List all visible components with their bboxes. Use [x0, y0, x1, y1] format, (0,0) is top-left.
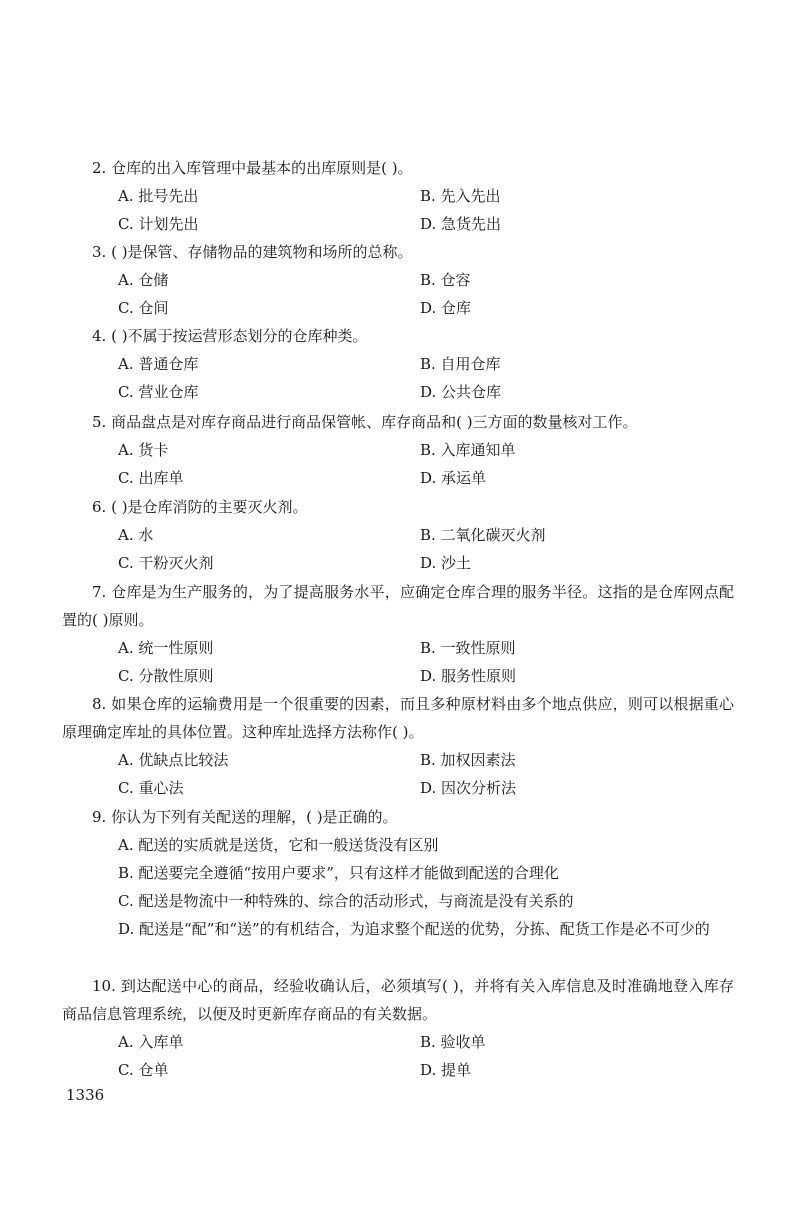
option-c: C. 营业仓库 [118, 383, 199, 401]
option-d: D. 提单 [420, 1061, 472, 1079]
options-grid [62, 746, 734, 802]
question-7 [62, 578, 734, 690]
question-10 [62, 972, 734, 1084]
option-c: C. 干粉灭火剂 [118, 554, 214, 572]
option-c: C. 出库单 [118, 469, 184, 487]
question-5 [62, 408, 734, 492]
option-d: D. 服务性原则 [420, 667, 517, 685]
options-grid [62, 350, 734, 406]
option-c: C. 计划先出 [118, 215, 199, 233]
option-a: A. 优缺点比较法 [118, 751, 229, 769]
page-number: 1336 [66, 1086, 105, 1104]
question-6 [62, 493, 734, 577]
option-a: A. 货卡 [118, 441, 169, 459]
question-stem: 2. 仓库的出入库管理中最基本的出库原则是( )。 [92, 159, 413, 177]
option-b: B. 入库通知单 [420, 441, 516, 459]
option-a: A. 配送的实质就是送货，它和一般送货没有区别 [118, 836, 439, 854]
question-stem: 8. 如果仓库的运输费用是一个很重要的因素，而且多种原材料由多个地点供应，则可以根据重心原理确定库址的具体位置。这种库址选择方法称作( )。 [62, 695, 734, 741]
option-c: C. 仓单 [118, 1061, 169, 1079]
question-8 [62, 690, 734, 802]
option-b: B. 配送要完全遵循“按用户要求”，只有这样才能做到配送的合理化 [118, 864, 559, 882]
option-d: D. 急货先出 [420, 215, 502, 233]
option-b: B. 验收单 [420, 1033, 486, 1051]
question-2 [62, 154, 734, 238]
option-b: B. 一致性原则 [420, 639, 516, 657]
option-d: D. 沙土 [420, 554, 472, 572]
option-d: D. 仓库 [420, 299, 472, 317]
option-b: B. 自用仓库 [420, 355, 501, 373]
option-c: C. 配送是物流中一种特殊的、综合的活动形式，与商流是没有关系的 [118, 892, 574, 910]
option-b: B. 先入先出 [420, 187, 501, 205]
option-a: A. 普通仓库 [118, 355, 199, 373]
question-stem: 6. ( )是仓库消防的主要灭火剂。 [92, 498, 308, 516]
option-b: B. 二氧化碳灭火剂 [420, 526, 546, 544]
option-a: A. 入库单 [118, 1033, 184, 1051]
question-stem: 9. 你认为下列有关配送的理解，( )是正确的。 [92, 808, 398, 826]
question-9 [62, 803, 734, 943]
options-grid [62, 182, 734, 238]
option-c: C. 仓间 [118, 299, 169, 317]
option-a: A. 统一性原则 [118, 639, 214, 657]
options-list [62, 831, 734, 943]
options-grid [62, 266, 734, 322]
question-stem: 5. 商品盘点是对库存商品进行商品保管帐、库存商品和( )三方面的数量核对工作。 [92, 413, 638, 431]
option-c: C. 分散性原则 [118, 667, 214, 685]
option-a: A. 水 [118, 526, 154, 544]
option-d: D. 因次分析法 [420, 779, 517, 797]
options-grid [62, 634, 734, 690]
option-b: B. 仓容 [420, 271, 471, 289]
question-stem: 3. ( )是保管、存储物品的建筑物和场所的总称。 [92, 243, 413, 261]
question-stem: 10. 到达配送中心的商品，经验收确认后，必须填写( )，并将有关入库信息及时准确地登入库存商品信息管理系统，以便及时更新库存商品的有关数据。 [62, 977, 734, 1023]
option-d: D. 配送是“配”和“送”的有机结合，为追求整个配送的优势，分拣、配货工作是必不可少的 [118, 920, 710, 938]
option-c: C. 重心法 [118, 779, 184, 797]
question-3 [62, 238, 734, 322]
options-grid [62, 1028, 734, 1084]
option-d: D. 承运单 [420, 469, 487, 487]
question-stem: 4. ( )不属于按运营形态划分的仓库种类。 [92, 327, 368, 345]
question-stem: 7. 仓库是为生产服务的，为了提高服务水平，应确定仓库合理的服务半径。这指的是仓库网点配置的( )原则。 [62, 583, 734, 629]
options-grid [62, 436, 734, 492]
option-a: A. 仓储 [118, 271, 169, 289]
question-4 [62, 322, 734, 406]
option-a: A. 批号先出 [118, 187, 199, 205]
options-grid [62, 521, 734, 577]
option-d: D. 公共仓库 [420, 383, 502, 401]
option-b: B. 加权因素法 [420, 751, 516, 769]
